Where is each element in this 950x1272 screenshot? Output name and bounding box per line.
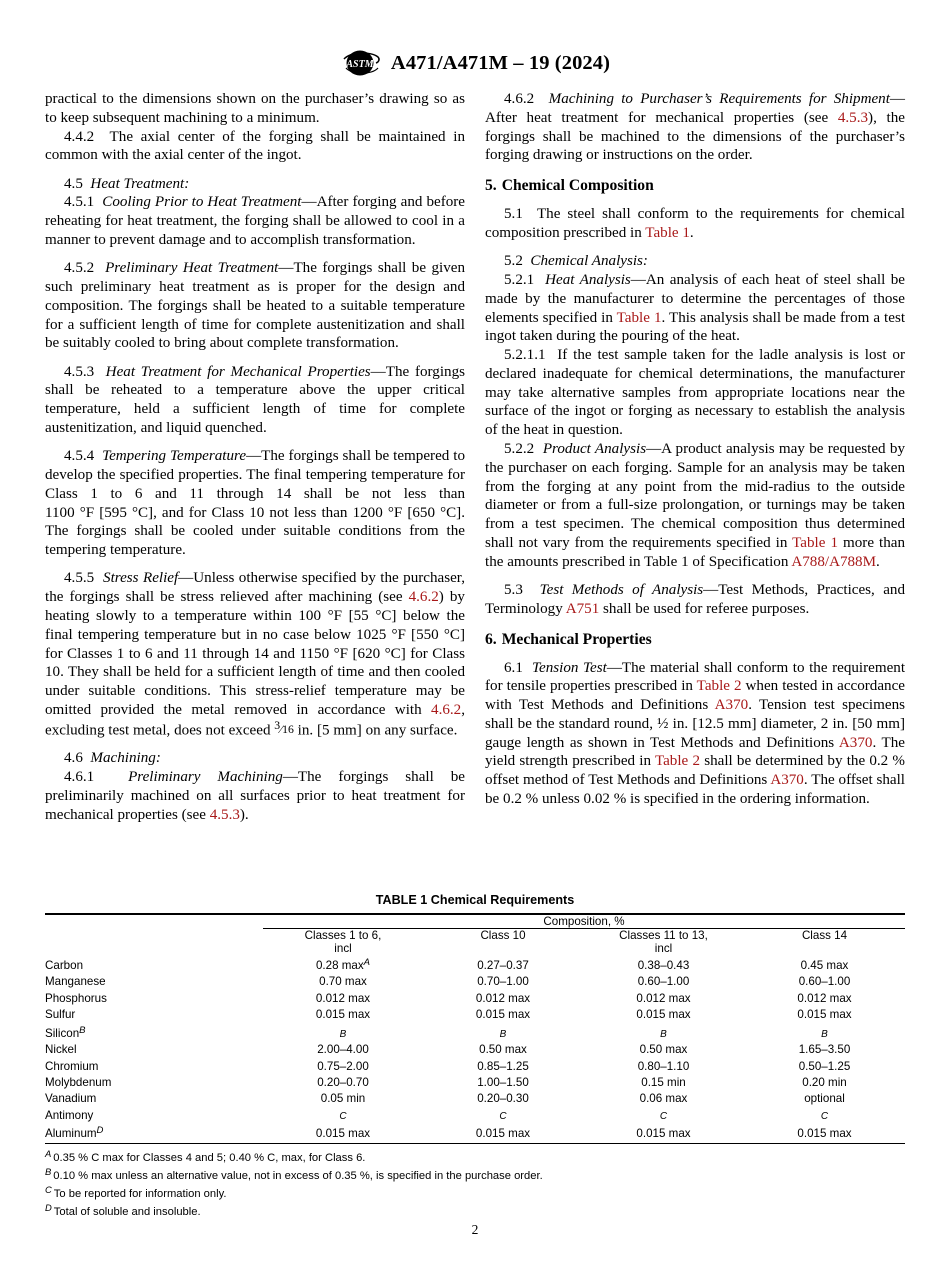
table-cell-value: 0.015 max xyxy=(744,1124,905,1143)
table-row xyxy=(45,1124,905,1143)
spec-reference-link-a788[interactable]: A788/A788M xyxy=(791,553,877,570)
cross-reference-link-4-5-3-b[interactable]: 4.5.3 xyxy=(837,109,869,126)
page-header xyxy=(0,48,950,78)
section-heading-5: 5. Chemical Composition xyxy=(485,177,654,195)
table-header-blank-cell xyxy=(45,929,263,956)
table-cell-value: 2.00–4.00 xyxy=(317,1043,369,1057)
cross-reference-link-4-6-2[interactable]: 4.6.2 xyxy=(408,589,439,606)
fraction-three-sixteenths: $^3⁄_{16}$ xyxy=(274,719,294,737)
paragraph-4-6-2: 4.6.2 Machining to Purchaser’s Requirements for Shipment—After heat treatment for mechanical properties (see 4.5.3), the forgings shall be machined to the dimensions of the purchaser’s forging drawing or instructions on the order. xyxy=(485,91,905,164)
table-footnote: $^B$ 0.10 % max unless an alternative value, not in excess of 0.35 %, is specified in the purchase order. xyxy=(45,1165,543,1182)
table-cell-value: 0.015 max xyxy=(475,1008,531,1022)
page-title: A471/A471M – 19 (2024) xyxy=(390,51,611,74)
table-cell-value: 0.20–0.30 xyxy=(477,1092,529,1106)
table-footnote: $^A$ 0.35 % C max for Classes 4 and 5; 0.40 % C, max, for Class 6. xyxy=(45,1147,366,1164)
table-cell-value: 0.012 max xyxy=(475,991,531,1005)
table-cell-value: 0.27–0.37 xyxy=(477,958,529,972)
table-row xyxy=(45,974,905,990)
paragraph-4-5: 4.5 Heat Treatment: xyxy=(64,175,190,192)
table-cell-value: 0.015 max xyxy=(636,1008,691,1022)
table-row xyxy=(45,1042,905,1058)
table-cell-value: 0.015 max xyxy=(797,1008,852,1022)
table-cell-value: C xyxy=(820,1111,829,1123)
table-cell-value: 0.015 max xyxy=(423,1124,583,1143)
table-cell-value: B xyxy=(660,1028,667,1040)
table-corner-cell xyxy=(45,914,263,929)
paragraph-4-5-3: 4.5.3 Heat Treatment for Mechanical Properties—The forgings shall be reheated to a temperature above the upper critical temperature, held a sufficient length of time for complete austenitization, and liquid quenched. xyxy=(45,363,465,436)
table-cell-value: 0.012 max xyxy=(797,991,852,1005)
table-row xyxy=(45,991,905,1007)
table-column-header-row xyxy=(45,929,905,956)
table-element-name: Antimony xyxy=(45,1108,94,1122)
table-row xyxy=(45,1091,905,1107)
table-column-header: Classes 1 to 6, incl xyxy=(263,929,423,956)
paragraph-4-5-1: 4.5.1 Cooling Prior to Heat Treatment—After forging and before reheating for heat treatment, the forging shall be allowed to cool in a manner to prevent damage and to accomplish transformation. xyxy=(45,194,465,248)
table-cell-value: B xyxy=(821,1028,828,1040)
paragraph-5-2: 5.2 Chemical Analysis: xyxy=(504,253,648,270)
table-cell-value: 0.85–1.25 xyxy=(477,1059,529,1073)
table-cell-value: 0.05 min xyxy=(320,1092,366,1106)
table-footnote: $^C$ To be reported for information only. xyxy=(45,1184,227,1201)
table-element-name: Phosphorus xyxy=(45,991,107,1005)
table-1-container xyxy=(45,893,905,1221)
page-number: 2 xyxy=(471,1222,479,1237)
table-cell-value: 0.015 max xyxy=(263,1124,423,1143)
table-column-header: Class 10 xyxy=(423,929,583,956)
spec-reference-link-a751[interactable]: A751 xyxy=(565,600,600,617)
table-element-name: Vanadium xyxy=(45,1092,97,1106)
table-cell-value: 0.50–1.25 xyxy=(798,1059,851,1073)
paragraph-4-4-2: 4.4.2 The axial center of the forging shall be maintained in common with the axial center of the ingot. xyxy=(45,128,466,164)
paragraph-4-6: 4.6 Machining: xyxy=(64,750,161,767)
table-element-name: Aluminum$^D$ xyxy=(45,1124,263,1143)
left-column xyxy=(45,90,465,824)
table-row xyxy=(45,1024,905,1042)
table-row xyxy=(45,1007,905,1023)
table-cell-value: B xyxy=(339,1028,347,1040)
table-row xyxy=(45,956,905,974)
paragraph-5-1: 5.1 The steel shall conform to the requirements for chemical composition prescribed in Table 1. xyxy=(485,206,905,241)
paragraph-4-5-4: 4.5.4 Tempering Temperature—The forgings shall be tempered to develop the specified properties. The final tempering temperature for Class 1 to 6 and 11 through 14 shall be not less than 1100 °F [595 °C], and for Class 10 not less than 1200 °F [650 °C]. The forgings shall be cooled under suitable conditions from the tempering temperature. xyxy=(45,448,466,559)
table-cell-value: C xyxy=(659,1111,668,1123)
table-cell-value: 0.50 max xyxy=(479,1043,527,1057)
table-element-name: Nickel xyxy=(45,1043,77,1057)
table-cell-value: 0.012 max xyxy=(636,991,691,1005)
table-element-name: Carbon xyxy=(45,958,84,972)
table-cell-value: 0.70–1.00 xyxy=(477,975,529,989)
table-reference-link-table-2[interactable]: Table 2 xyxy=(696,678,742,695)
cross-reference-link-4-5-3[interactable]: 4.5.3 xyxy=(209,806,240,823)
table-cell-value: 0.15 min xyxy=(641,1076,686,1090)
table-cell-value: 0.45 max xyxy=(800,958,849,972)
body-columns xyxy=(45,90,905,824)
paragraph-5-3: 5.3 Test Methods of Analysis—Test Methods, Practices, and Terminology A751 shall be used for referee purposes. xyxy=(485,581,905,617)
spec-reference-link-a370[interactable]: A370 xyxy=(714,697,749,714)
paragraph-4-6-1: 4.6.1 Preliminary Machining—The forgings shall be preliminarily machined on all surfaces prior to heat treatment for mechanical properties (see 4.5.3). xyxy=(45,769,465,823)
table-cell-value: 1.65–3.50 xyxy=(798,1043,851,1057)
table-element-name: Sulfur xyxy=(45,1008,76,1022)
table-reference-link-table-1-c[interactable]: Table 1 xyxy=(792,534,838,551)
table-element-name: Manganese xyxy=(45,975,106,989)
paragraph-5-2-1: 5.2.1 Heat Analysis—An analysis of each heat of steel shall be made by the manufacturer to determine the percentages of those elements specified in Table 1. This analysis shall be made from a test ingot taken during the pouring of the heat. xyxy=(485,271,906,345)
table-cell-value: 0.70 max xyxy=(319,975,367,989)
table-cell-value: 0.38–0.43 xyxy=(637,958,690,972)
astm-logo-icon xyxy=(340,48,382,78)
table-column-header: Class 14 xyxy=(744,929,905,956)
right-column xyxy=(485,90,905,824)
table-cell-value: C xyxy=(339,1111,347,1123)
table-cell-value: 0.75–2.00 xyxy=(317,1059,369,1073)
paragraph-5-2-2: 5.2.2 Product Analysis—A product analysis may be requested by the purchaser on each forging. Sample for an analysis may be taken from the forging at any point from the mid-radius to the outside diameter or from a full-size prolongation, or turnings may be taken from a test specimen. The chemical composition thus determined shall not vary from the requirements specified in Table 1 more than the amounts prescribed in Table 1 of Specification A788/A788M. xyxy=(485,440,906,570)
table-reference-link-table-2-b[interactable]: Table 2 xyxy=(654,753,700,770)
table-cell-value: 1.00–1.50 xyxy=(477,1076,529,1090)
table-reference-link-table-1[interactable]: Table 1 xyxy=(645,224,690,241)
table-row xyxy=(45,1059,905,1075)
table-1-footnotes xyxy=(45,1148,905,1221)
table-element-name: Silicon$^B$ xyxy=(45,1024,86,1040)
table-row xyxy=(45,1075,905,1091)
table-1-chemical-requirements xyxy=(45,913,905,1144)
paragraph-4-5-5: 4.5.5 Stress Relief—Unless otherwise specified by the purchaser, the forgings shall be stress relieved after machining (see 4.6.2) by heating slowly to a temperature within 100 °F [55 °C] below the final tempering temperature but in no case below 1025 °F [550 °C] for Classes 1 to 6 and 11 through 14 and 1150 °F [620 °C] for Class 10. They shall be held for a sufficient length of time and then cooled under suitable conditions. This stress-relief temperature may be omitted provided the metal removed in accordance with 4.6.2, excluding test metal, does not exceed $^3⁄_{16}$ in. [5 mm] on any surface. xyxy=(45,570,465,739)
paragraph-4-5-2: 4.5.2 Preliminary Heat Treatment—The forgings shall be given such preliminary heat treatment as is proper for the design and composition. The forgings shall be heated to a suitable temperature for a sufficient length of time for complete austenitization and shall be suitably cooled to bring about complete transformation. xyxy=(45,260,465,352)
table-cell-value: 0.012 max xyxy=(315,991,371,1005)
svg-text:ASTM: ASTM xyxy=(346,59,374,70)
spec-reference-link-a370-b[interactable]: A370 xyxy=(838,734,873,751)
table-cell-value: 0.60–1.00 xyxy=(637,975,690,989)
table-cell-value: 0.20–0.70 xyxy=(317,1076,369,1090)
table-cell-value: 0.28 max$^A$ xyxy=(315,956,371,972)
table-1-title: TABLE 1 Chemical Requirements xyxy=(375,893,575,907)
table-cell-value: 0.50 max xyxy=(639,1043,688,1057)
table-composition-header: Composition, % xyxy=(263,914,905,929)
table-cell-value: 0.06 max xyxy=(639,1092,688,1106)
table-reference-link-table-1-b[interactable]: Table 1 xyxy=(616,309,662,326)
table-element-name: Chromium xyxy=(45,1059,99,1073)
paragraph-5-2-1-1: 5.2.1.1 If the test sample taken for the ladle analysis is lost or declared inadequate for chemical determinations, the manufacturer may take alternative samples from appropriate locations near the surface of the ingot or forging as necessary to establish the analysis of the heat in question. xyxy=(485,347,905,439)
table-cell-value: 0.015 max xyxy=(315,1008,371,1022)
table-cell-value: C xyxy=(499,1111,507,1123)
table-footnote: $^D$ Total of soluble and insoluble. xyxy=(45,1202,201,1219)
section-heading-6: 6. Mechanical Properties xyxy=(485,630,652,648)
table-row xyxy=(45,1108,905,1124)
table-cell-value: B xyxy=(499,1028,507,1040)
table-element-name: Molybdenum xyxy=(45,1076,112,1090)
paragraph-continuation: practical to the dimensions shown on the purchaser’s drawing so as to keep subsequent machining to a minimum. xyxy=(45,91,465,126)
table-cell-value: 0.20 min xyxy=(802,1076,847,1090)
table-cell-value: 0.015 max xyxy=(583,1124,744,1143)
cross-reference-link-4-6-2-b[interactable]: 4.6.2 xyxy=(431,701,462,718)
table-cell-value: 0.60–1.00 xyxy=(798,975,851,989)
table-column-header: Classes 11 to 13, incl xyxy=(583,929,744,956)
spec-reference-link-a370-c[interactable]: A370 xyxy=(770,772,804,789)
table-cell-value: 0.80–1.10 xyxy=(637,1059,690,1073)
table-cell-value: optional xyxy=(804,1092,845,1106)
table-span-header-row xyxy=(45,914,905,929)
paragraph-6-1: 6.1 Tension Test—The material shall conform to the requirement for tensile properties prescribed in Table 2 when tested in accordance with Test Methods and Definitions A370. Tension test specimens shall be the standard round, ½ in. [12.5 mm] diameter, 2 in. [50 mm] gauge length as shown in Test Methods and Definitions A370. The yield strength prescribed in Table 2 shall be determined by the 0.2 % offset method of Test Methods and Definitions A370. The offset shall be 0.2 % unless 0.02 % is specified in the ordering information. xyxy=(485,659,906,807)
